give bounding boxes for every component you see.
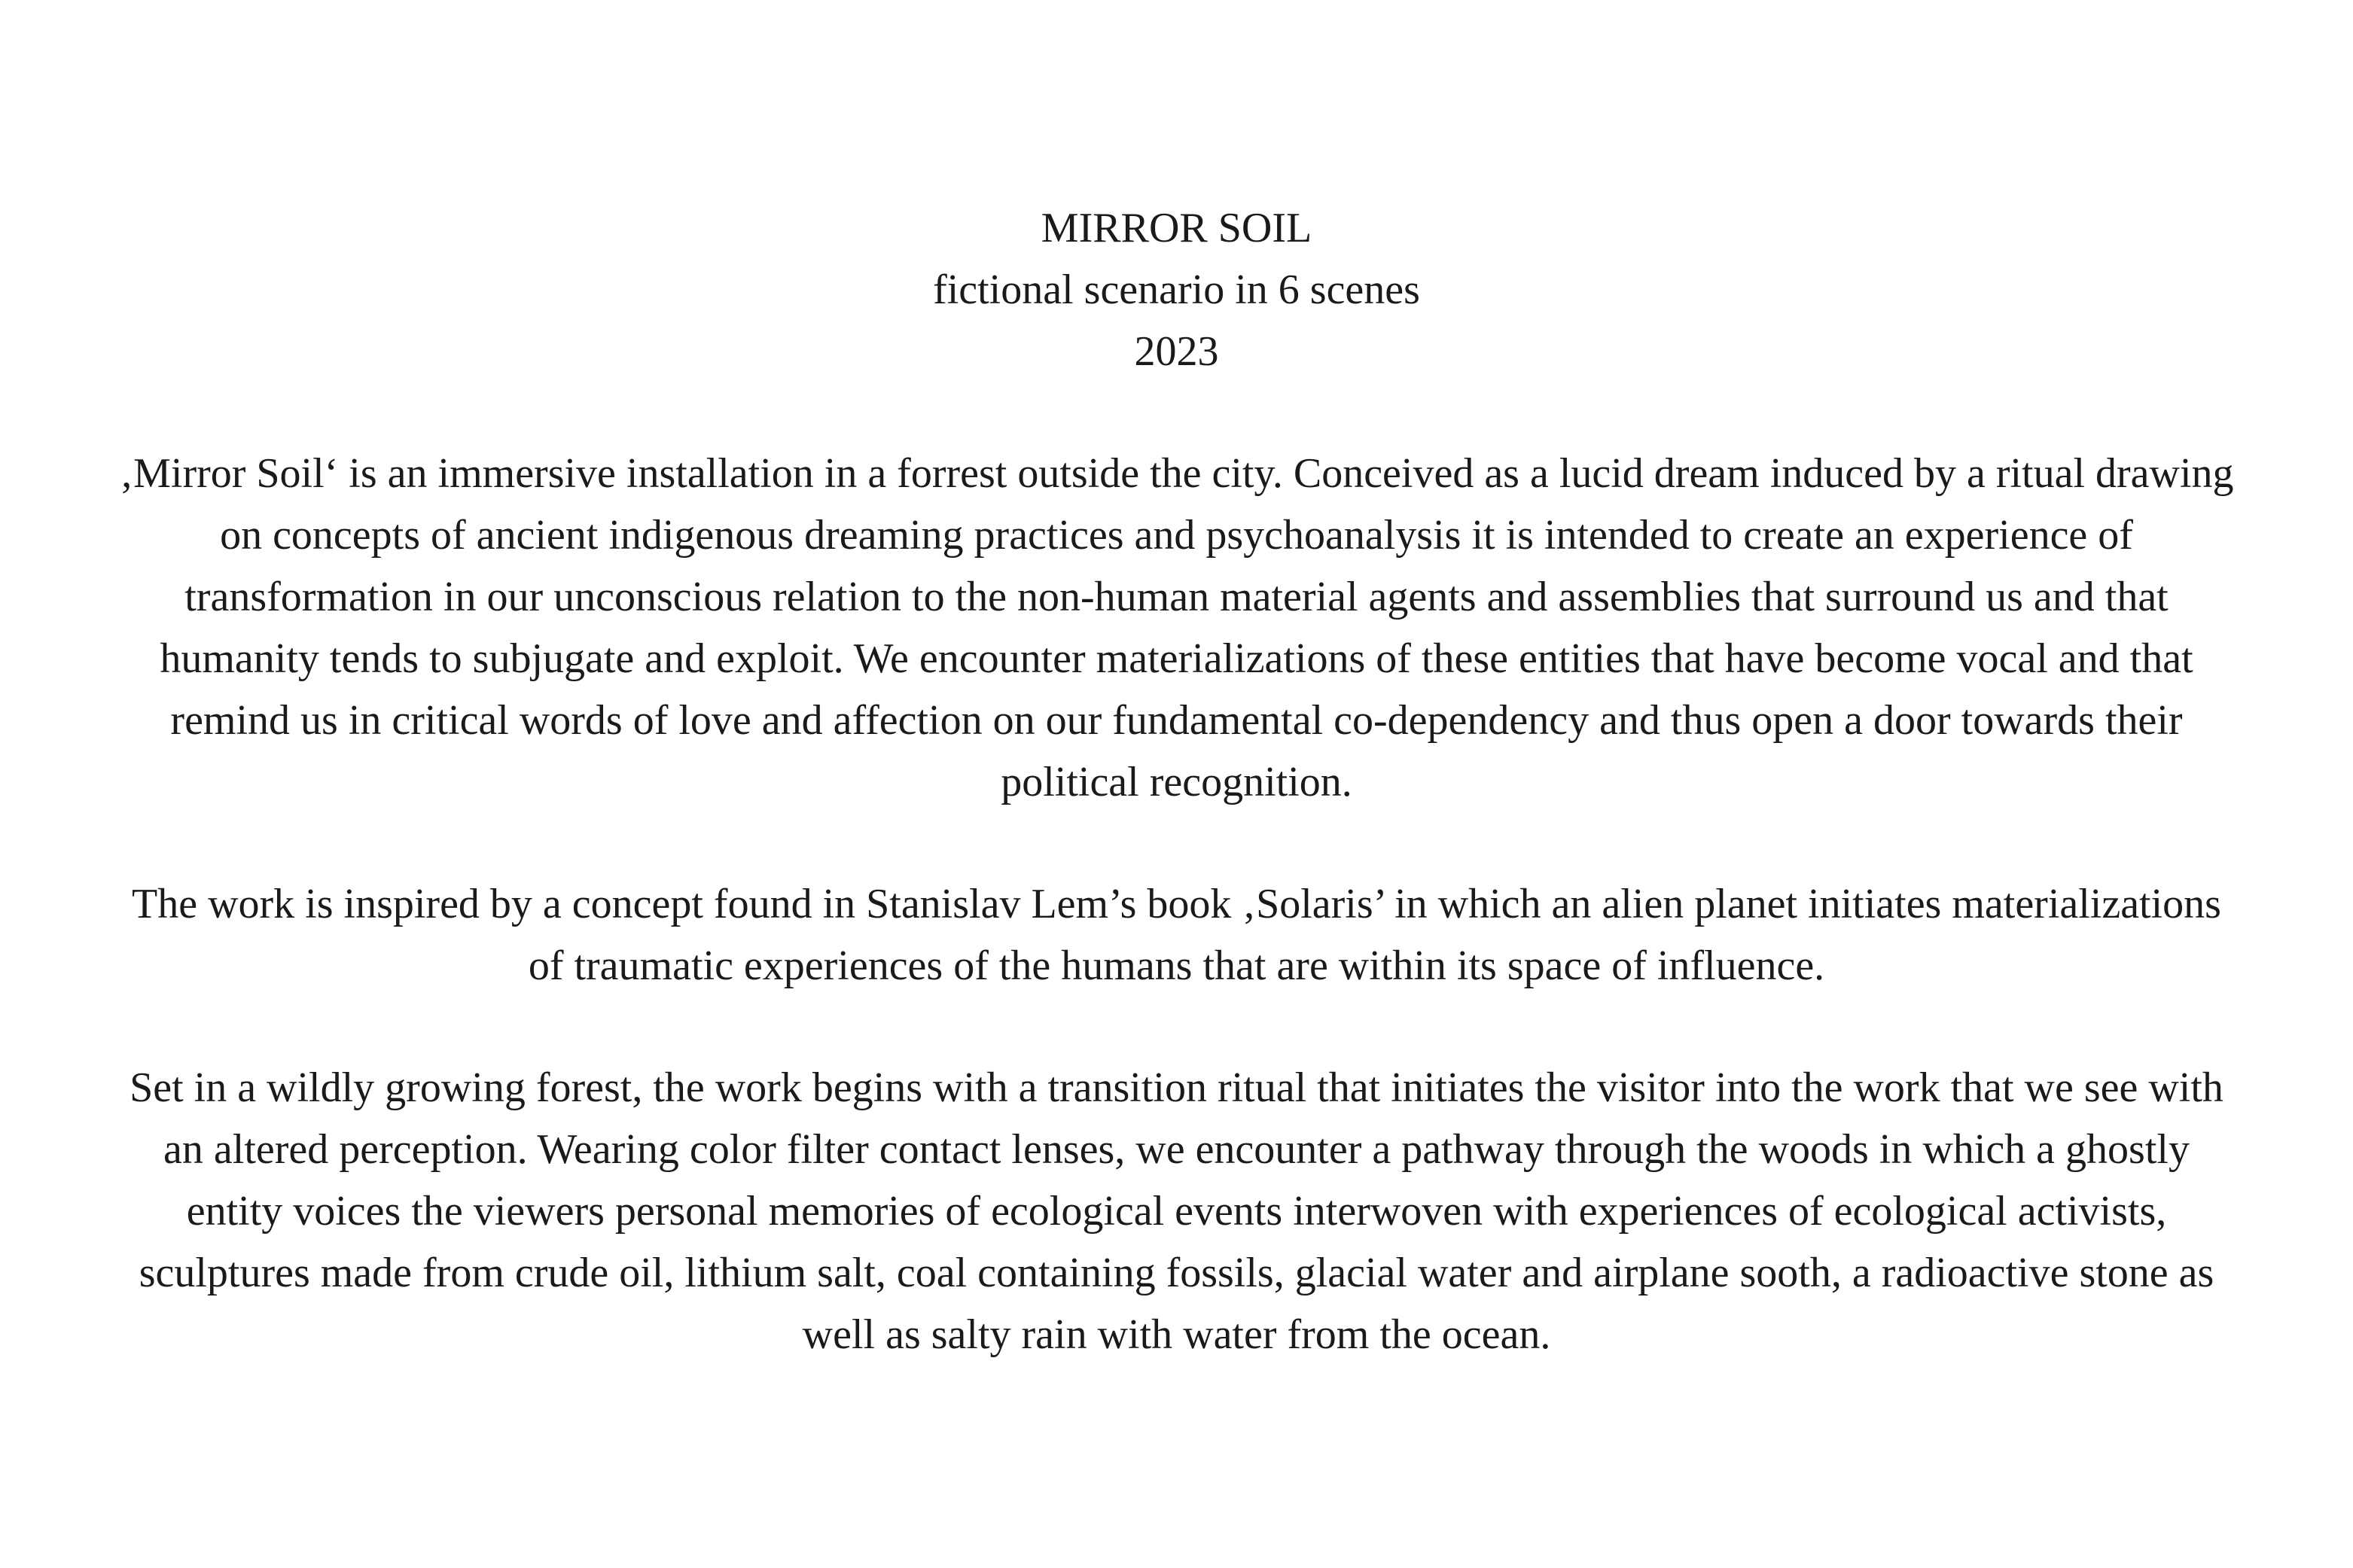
page-subtitle: fictional scenario in 6 scenes xyxy=(933,266,1420,313)
paragraph-intro: ‚Mirror Soil‘ is an immersive installation in a forrest outside the city. Conceived as a lucid dream induced by a ritual drawing on concepts of ancient indigenous dreaming practices and psychoanalysis it is intended to create an experience of transformation in our unconscious relation to the non-human material agents and assemblies that surround us and that humanity tends to subjugate and exploit. We encounter materializations of these entities that have become vocal and that remind us in critical words of love and affection on our fundamental co-dependency and thus open a door towards their political recognition. xyxy=(119,450,2234,805)
title-block xyxy=(0,197,2353,382)
paragraph-inspiration: The work is inspired by a concept found in Stanislav Lem’s book ‚Solaris’ in which an alien planet initiates materializations of traumatic experiences of the humans that are within its space of influence. xyxy=(132,881,2221,989)
paragraph-setting: Set in a wildly growing forest, the work begins with a transition ritual that initiates the visitor into the work that we see with an altered perception. Wearing color filter contact lenses, we encounter a pathway through the woods in which a ghostly entity voices the viewers personal memories of ecological events interwoven with experiences of ecological activists, sculptures made from crude oil, lithium salt, coal containing fossils, glacial water and airplane sooth, a radioactive stone as well as salty rain with water from the ocean. xyxy=(130,1064,2223,1358)
page-title: MIRROR SOIL xyxy=(1041,205,1312,251)
body-text xyxy=(113,443,2240,1366)
page-year: 2023 xyxy=(1134,328,1219,375)
